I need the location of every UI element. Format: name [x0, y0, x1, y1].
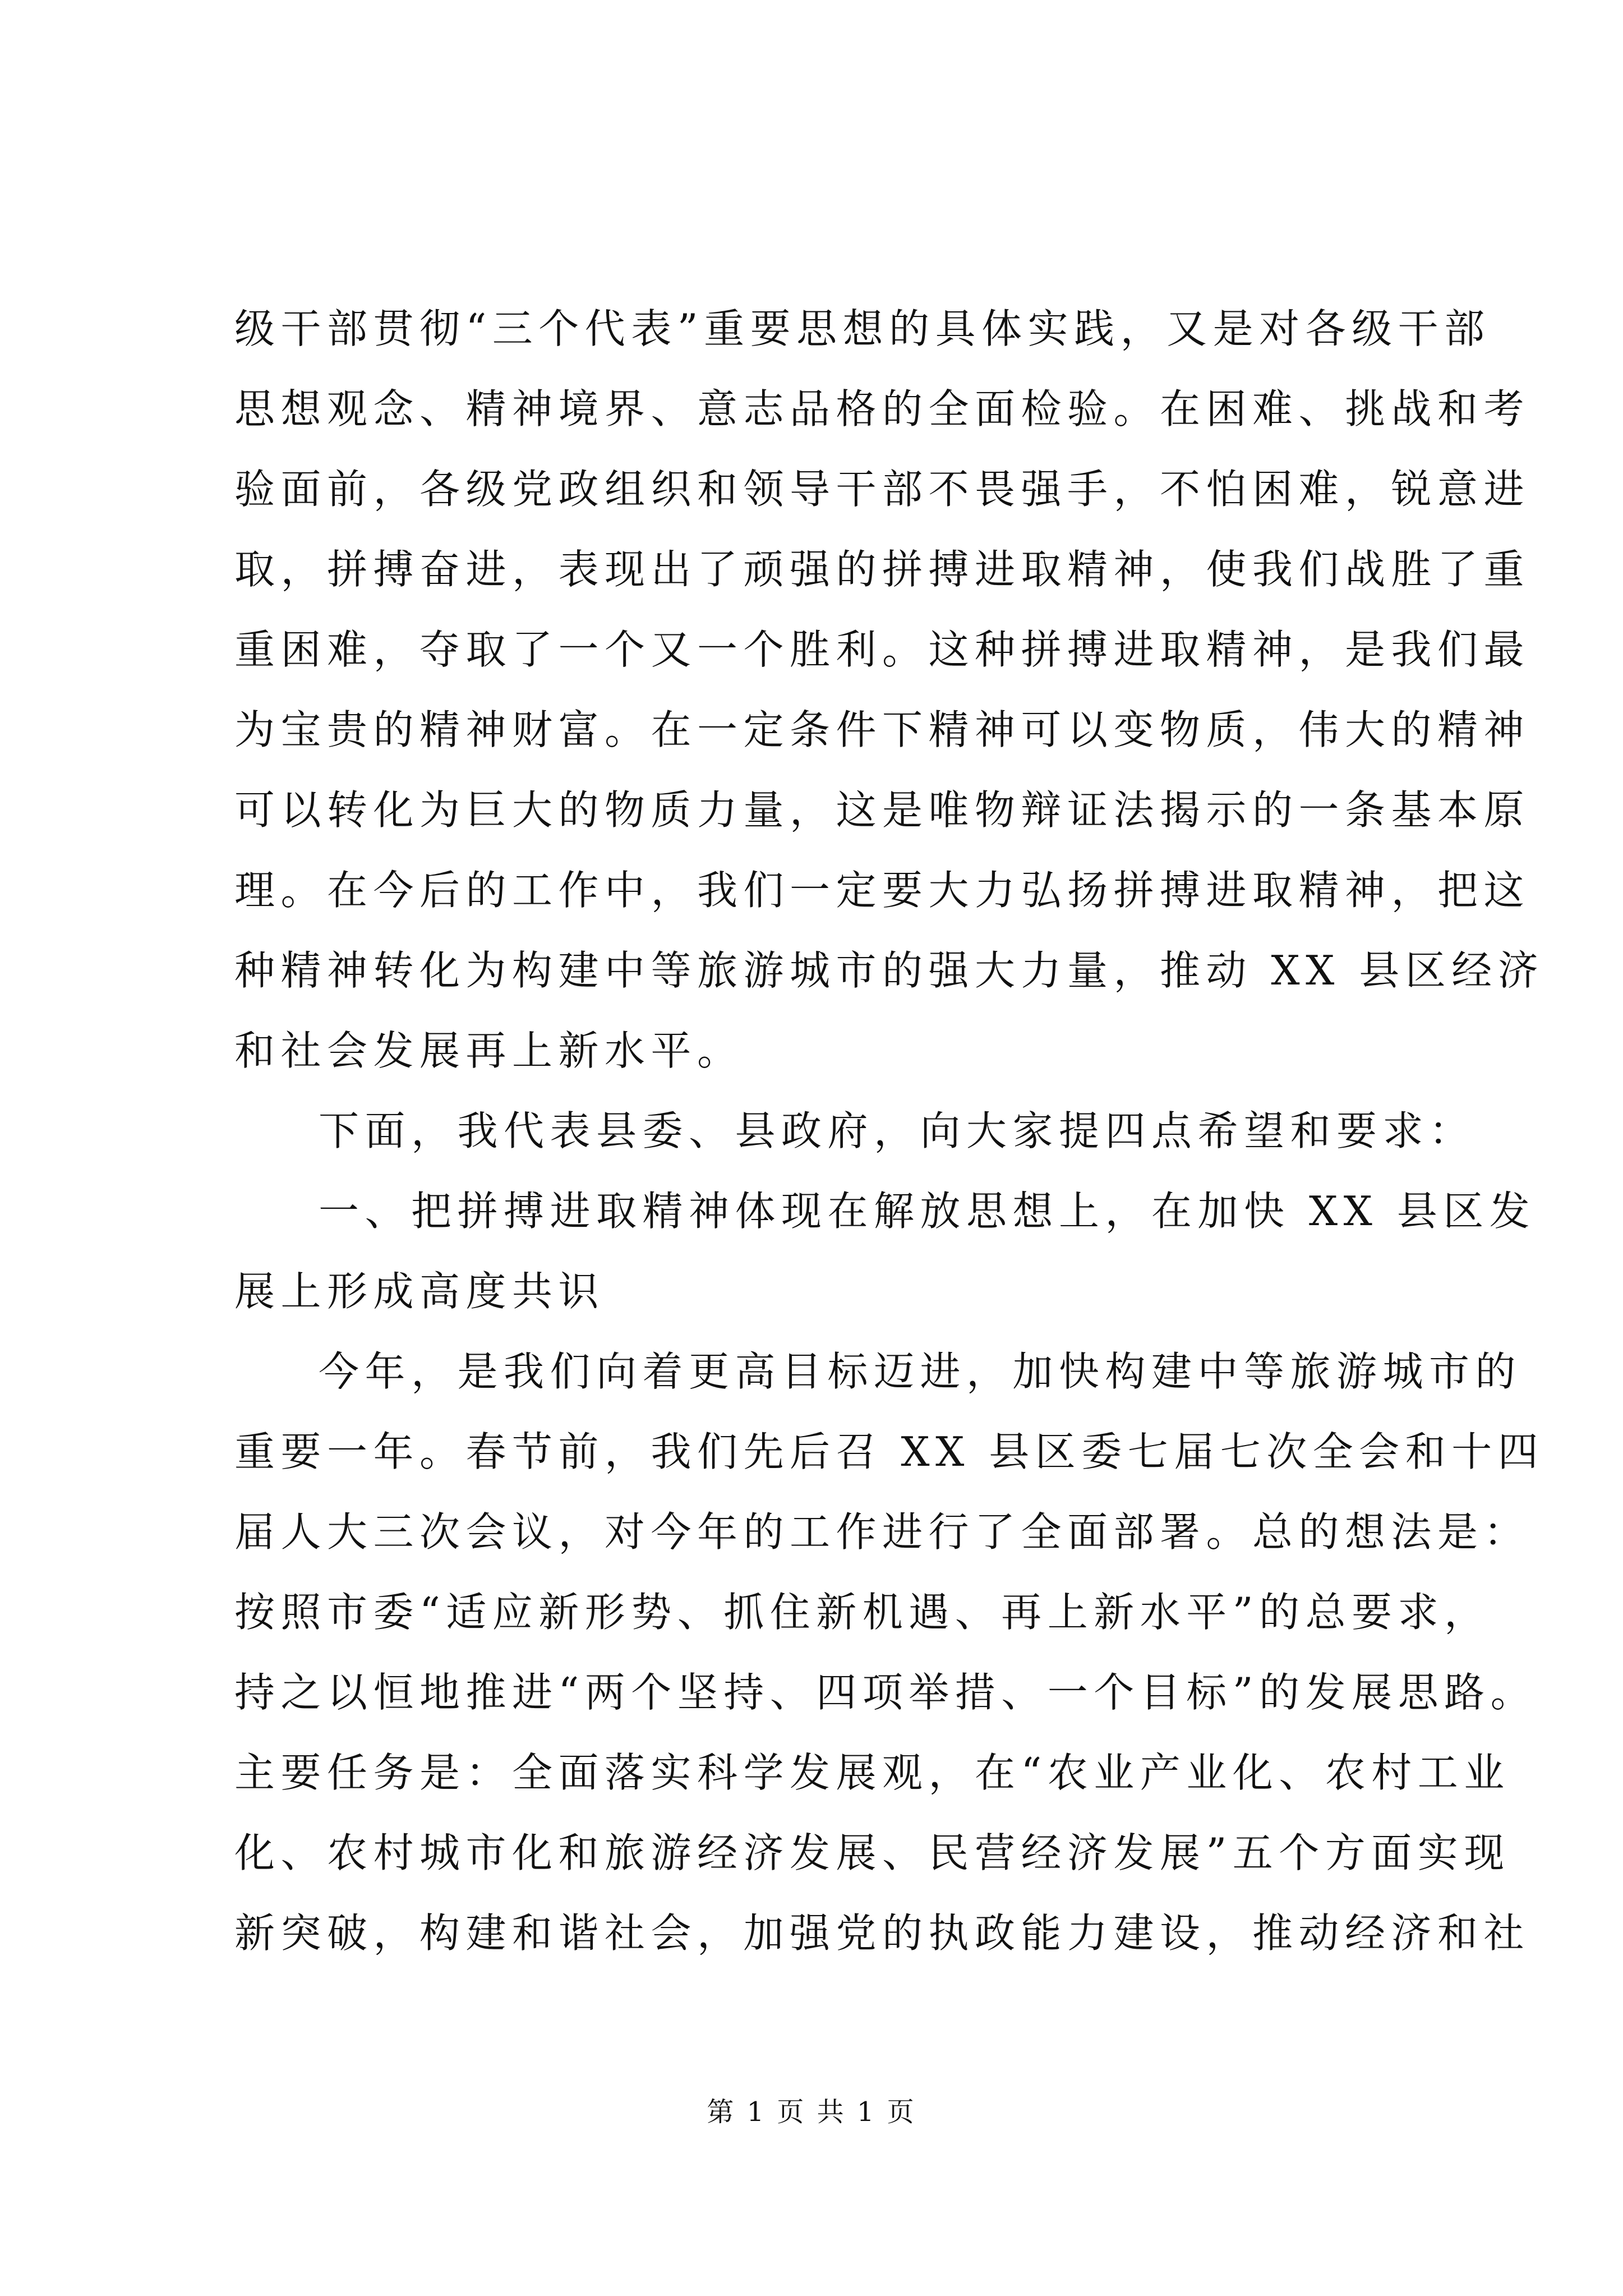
text-line: 届人大三次会议，对今年的工作进行了全面部署。总的想法是： — [234, 1508, 1530, 1556]
text-line: 持之以恒地推进“两个坚持、四项举措、一个目标”的发展思路。 — [234, 1669, 1537, 1716]
text-line: 种精神转化为构建中等旅游城市的强大力量，推动 XX 县区经济 — [234, 947, 1544, 994]
paragraph-start: 今年，是我们向着更高目标迈进，加快构建中等旅游城市的 — [319, 1348, 1522, 1395]
body-text — [234, 289, 1544, 1973]
text-line: 化、农村城市化和旅游经济发展、民营经济发展”五个方面实现 — [234, 1829, 1510, 1876]
text-line: 重要一年。春节前，我们先后召 XX 县区委七届七次全会和十四 — [234, 1428, 1544, 1475]
text-line: 和社会发展再上新水平。 — [234, 1027, 744, 1074]
page-number-footer: 第 1 页 共 1 页 — [707, 2096, 916, 2128]
text-line: 取，拼搏奋进，表现出了顽强的拼搏进取精神，使我们战胜了重 — [234, 546, 1530, 593]
section-heading: 一、把拼搏进取精神体现在解放思想上，在加快 XX 县区发 — [319, 1188, 1536, 1235]
text-line: 级干部贯彻“三个代表”重要思想的具体实践，又是对各级干部 — [234, 305, 1491, 352]
text-line: 按照市委“适应新形势、抓住新机遇、再上新水平”的总要求， — [234, 1589, 1491, 1636]
paragraph-intro: 下面，我代表县委、县政府，向大家提四点希望和要求： — [319, 1107, 1476, 1154]
text-line: 思想观念、精神境界、意志品格的全面检验。在困难、挑战和考 — [234, 385, 1530, 432]
text-line: 为宝贵的精神财富。在一定条件下精神可以变物质，伟大的精神 — [234, 706, 1530, 753]
text-line: 重困难，夺取了一个又一个胜利。这种拼搏进取精神，是我们最 — [234, 626, 1530, 673]
text-line: 新突破，构建和谐社会，加强党的执政能力建设，推动经济和社 — [234, 1910, 1530, 1957]
text-line: 主要任务是：全面落实科学发展观，在“农业产业化、农村工业 — [234, 1749, 1510, 1796]
section-heading-continued: 展上形成高度共识 — [234, 1268, 605, 1315]
text-line: 可以转化为巨大的物质力量，这是唯物辩证法揭示的一条基本原 — [234, 786, 1530, 834]
text-line: 理。在今后的工作中，我们一定要大力弘扬拼搏进取精神，把这 — [234, 867, 1530, 914]
text-line: 验面前，各级党政组织和领导干部不畏强手，不怕困难，锐意进 — [234, 466, 1530, 513]
